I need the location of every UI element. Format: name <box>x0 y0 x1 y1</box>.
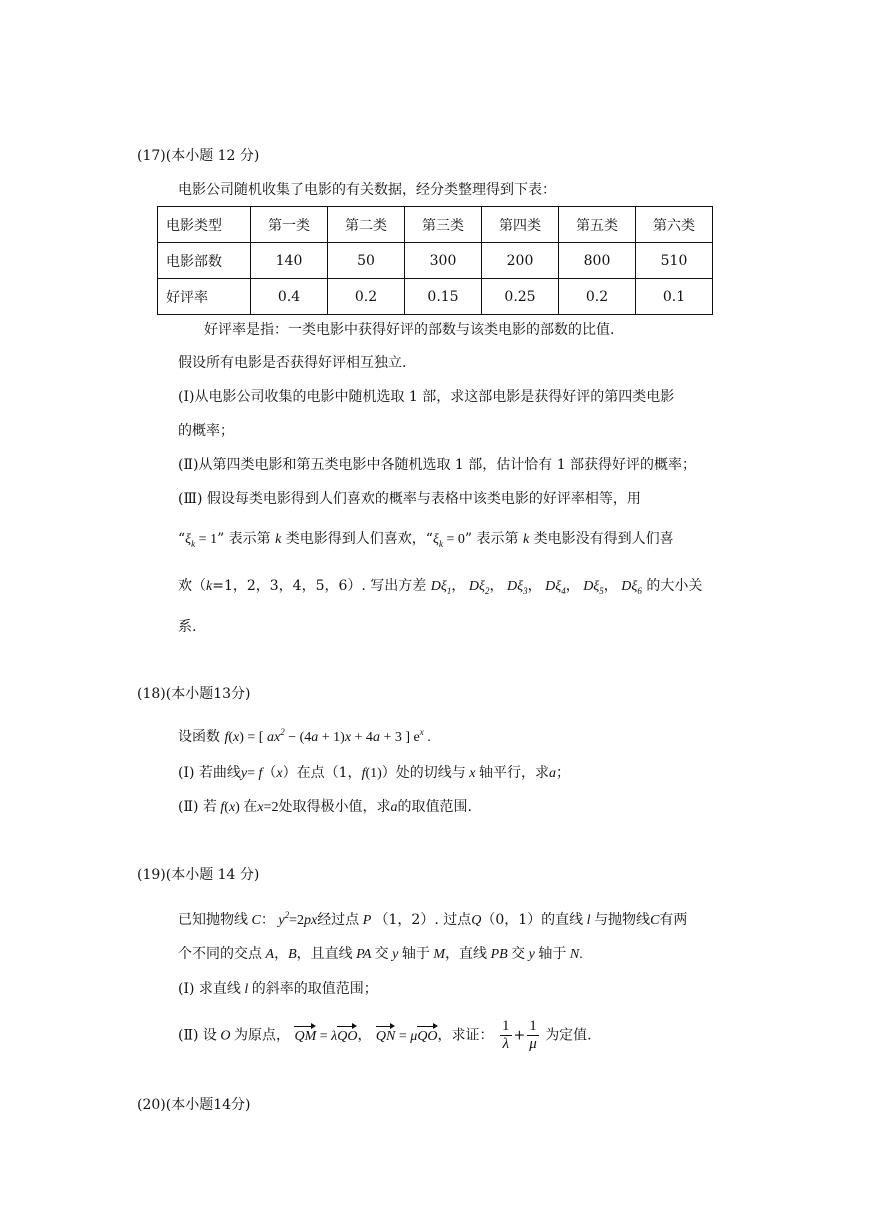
q17-assumption: 假设所有电影是否获得好评相互独立. <box>178 355 407 371</box>
table-row-header: 电影类型 <box>158 207 251 243</box>
table-cell: 800 <box>559 243 636 279</box>
table-cell: 第三类 <box>405 207 482 243</box>
q19-header: (19)(本小题 14 分) <box>137 867 260 883</box>
movie-data-table <box>157 206 713 315</box>
q17-part1-line2: 的概率； <box>178 423 234 439</box>
xi-k-eq-0: $\xi_k = 0$ <box>432 532 465 549</box>
point-Q: Q <box>471 913 482 928</box>
variance-list: $D\xi_1$， $D\xi_2$， $D\xi_3$， $D\xi_4$， $D\xi_5$， $D\xi_6$ <box>430 579 642 596</box>
table-row-header: 电影部数 <box>158 243 251 279</box>
line-l: l <box>583 913 595 928</box>
q17-intro: 电影公司随机收集了电影的有关数据，经分类整理得到下表： <box>178 182 556 198</box>
table-row-header: 好评率 <box>158 279 251 315</box>
table-row <box>158 279 713 315</box>
table-cell: 0.15 <box>405 279 482 315</box>
point-N: N. <box>566 947 583 962</box>
curve-eq: y= f（x） <box>240 766 297 781</box>
y-axis: y <box>388 947 402 962</box>
table-cell: 300 <box>405 243 482 279</box>
table-cell: 0.2 <box>559 279 636 315</box>
vector-relation-QM: QM = λQO <box>294 1029 357 1044</box>
q17-part3-line2: “$\xi_k = 1$” 表示第 k 类电影得到人们喜欢，“$\xi_k = 0$” 表示第 k 类电影没有得到人们喜 <box>178 531 674 549</box>
table-cell: 第四类 <box>482 207 559 243</box>
table-cell: 第一类 <box>251 207 328 243</box>
curve-C: C： $y^2=2px$ <box>248 910 318 928</box>
table-row <box>158 207 713 243</box>
table-cell: 0.2 <box>328 279 405 315</box>
fraction-one-over-mu: $\frac{1}{\mu}$ <box>529 1018 537 1052</box>
q19-line1: 已知抛物线 C： $y^2=2px$经过点 P （1，2）. 过点Q（0，1）的直线 l 与抛物线C有两 <box>178 910 688 928</box>
y-axis: y <box>525 947 539 962</box>
xi-k-eq-1: $\xi_k = 1$ <box>185 532 218 549</box>
var-a: a <box>549 766 556 781</box>
q17-note: 好评率是指：一类电影中获得好评的部数与该类电影的部数的比值. <box>204 322 615 338</box>
q17-part3-line3: 欢（k=1，2，3，4，5，6）. 写出方差 $D\xi_1$， $D\xi_2$， $D\xi_3$， $D\xi_4$， $D\xi_5$， $D\xi_6$ 的大小关 <box>178 578 703 596</box>
x-axis-var: x <box>465 766 479 781</box>
line-PB: PB <box>487 947 512 962</box>
q17-part1-line1: (Ⅰ)从电影公司收集的电影中随机选取 1 部，求这部电影是获得好评的第四类电影 <box>178 389 675 405</box>
table-cell: 0.4 <box>251 279 328 315</box>
table-cell: 140 <box>251 243 328 279</box>
points-AB: A，B <box>262 947 297 962</box>
vector-relation-QN: QN = μQO <box>376 1029 438 1044</box>
line-l: l <box>240 982 252 997</box>
point-P: P <box>359 913 375 928</box>
q17-part2: (Ⅱ)从第四类电影和第五类电影中各随机选取 1 部，估计恰有 1 部获得好评的概率； <box>178 457 697 473</box>
x-eq-2: x=2 <box>257 800 279 815</box>
q18-part1: (Ⅰ) 若曲线y= f（x）在点（1，f(1)）处的切线与 x 轴平行，求a； <box>178 765 570 781</box>
table-cell: 第六类 <box>636 207 713 243</box>
point-M: M <box>429 947 446 962</box>
table-cell: 0.25 <box>482 279 559 315</box>
q18-definition: 设函数 f(x) = [ $ax^2 - (4a + 1)x + 4a + 3$ ] $e^x$ . <box>178 727 431 745</box>
q18-header: (18)(本小题13分) <box>137 686 251 702</box>
table-cell: 第二类 <box>328 207 405 243</box>
table-cell: 200 <box>482 243 559 279</box>
f-of-1: f(1) <box>361 766 382 781</box>
q17-header: (17)(本小题 12 分) <box>137 148 260 164</box>
function-formula: f(x) = [ $ax^2 - (4a + 1)x + 4a + 3$ ] $e^x$ . <box>224 727 431 745</box>
curve-C-ref: C <box>650 913 660 928</box>
table-cell: 0.1 <box>636 279 713 315</box>
q19-part1: (Ⅰ) 求直线 l 的斜率的取值范围； <box>178 981 378 997</box>
origin-O: O <box>216 1028 235 1044</box>
table-cell: 510 <box>636 243 713 279</box>
q20-header: (20)(本小题14分) <box>137 1097 251 1113</box>
q17-part3-line1: (Ⅲ) 假设每类电影得到人们喜欢的概率与表格中该类电影的好评率相等，用 <box>178 491 641 507</box>
line-PA: PA <box>352 947 375 962</box>
fx: f(x) <box>216 800 244 815</box>
q17-part3-line4: 系. <box>178 619 197 635</box>
table-cell: 第五类 <box>559 207 636 243</box>
q18-part2: (Ⅱ) 若 f(x) 在x=2处取得极小值，求a的取值范围. <box>178 799 472 815</box>
q19-line2: 个不同的交点 A，B，且直线 PA 交 y 轴于 M，直线 PB 交 y 轴于 N. <box>178 946 583 962</box>
q19-part2: (Ⅱ) 设 O 为原点， QM = λQO， QN = μQO，求证： $\frac{1}{\lambda}$ + $\frac{1}{\mu}$ 为定值. <box>178 1018 592 1052</box>
table-cell: 50 <box>328 243 405 279</box>
var-a: a <box>390 800 398 815</box>
table-row <box>158 243 713 279</box>
fraction-one-over-lambda: $\frac{1}{\lambda}$ <box>502 1018 510 1052</box>
